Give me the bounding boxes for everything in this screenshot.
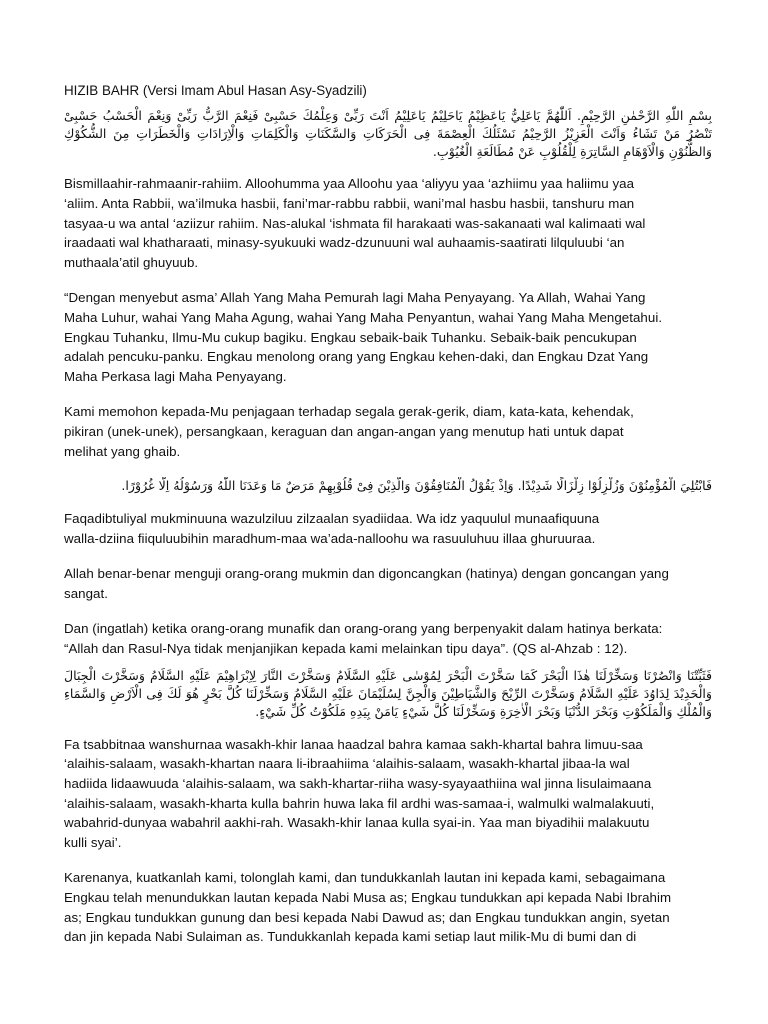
latin-text-paragraph	[64, 564, 712, 603]
text-line: adalah pencuku-panku. Engkau menolong orang yang Engkau kehen-daki, dan Engkau Dzat Yang	[64, 349, 649, 365]
text-line: “Allah dan Rasul-Nya tidak menjanjikan kepada kami melainkan tipu daya”. (QS al-Ahzab : 12).	[64, 640, 628, 656]
text-line: tasyaa-u wa antal ‘aziizur rahiim. Nas-alukal ‘ishmata fil harakaati was-sakanaati wal kalimaati wal	[64, 215, 646, 231]
latin-text-paragraph	[64, 174, 712, 272]
text-line: Engkau telah menundukkan lautan kepada Nabi Musa as; Engkau tundukkan api kepada Nabi Ibrahim	[64, 890, 672, 906]
text-line: Dan (ingatlah) ketika orang-orang munafik dan orang-orang yang berpenyakit dalam hatinya berkata:	[64, 621, 663, 637]
text-line: ‘aliim. Anta Rabbii, wa’ilmuka hasbii, fani’mar-rabbu rabbii, wani’mal hasbu hasbii, tanshuru man	[64, 195, 635, 211]
text-line: kulli syai’.	[64, 834, 122, 850]
text-line: hadiida lidaawuuda ‘alaihis-salaam, wa sakh-khartar-riiha wasy-syayaathiina wal jinna lisulaimaana	[64, 776, 652, 792]
text-line: muthaala’atil ghuyuub.	[64, 254, 199, 270]
arabic-text-paragraph: بِسْمِ اللّٰهِ الرَّحْمٰنِ الرَّحِيْمِ. اَللّٰهُمَّ يَاعَلِيُّ يَاعَظِيْمُ يَاحَلِيْمُ يَاعَلِيْمُ اَنْتَ رَبِّىْ وَعِلْمُكَ حَسْبِىْ فَنِعْمَ الرَّبُّ رَبِّىْ وَنِعْمَ الْحَسْبُ حَسْبِىْ تَنْصُرُ مَنْ تَشَاءُ وَاَنْتَ الْعَزِيْزُ الرَّحِيْمُ نَسْئَلُكَ الْعِصْمَةَ فِى الْحَرَكَاتِ وَالسَّكَنَاتِ وَالْكَلِمَاتِ وَالْاِرَادَاتِ وَالْخَطَرَاتِ مِنَ الشُّكُوْكِ وَالظُّنُوْنِ وَالْاَوْهَامِ السَّاتِرَةِ لِلْقُلُوْبِ عَنْ مُطَالَعَةِ الْغُيُوْبِ.	[64, 108, 712, 159]
arabic-text-paragraph: فَابْتُلِيَ الْمُؤْمِنُوْنَ وَزُلْزِلُوْا زِلْزَالًا شَدِيْدًا. وَاِذْ يَقُوْلُ الْمُنَافِقُوْنَ وَالَّذِيْنَ فِىْ قُلُوْبِهِمْ مَرَضٌ مَا وَعَدَنَا اللّٰهُ وَرَسُوْلُهُ اِلَّا غُرُوْرًا.	[121, 478, 712, 494]
text-line: ‘alaihis-salaam, wasakh-khartan naara li-ibraahiima ‘alaihis-salaam, wasakh-khartal jibaa-la wal	[64, 756, 630, 772]
document-title: HIZIB BAHR (Versi Imam Abul Hasan Asy-Syadzili)	[64, 83, 367, 98]
text-line: Allah benar-benar menguji orang-orang mukmin dan digoncangkan (hatinya) dengan goncangan yang	[64, 566, 669, 582]
latin-text-paragraph	[64, 402, 712, 461]
document-body	[64, 107, 712, 947]
text-line: as; Engkau tundukkan gunung dan besi kepada Nabi Dawud as; dan Engkau tundukkan angin, syetan	[64, 909, 670, 925]
latin-text-paragraph	[64, 735, 712, 853]
latin-text-paragraph	[64, 619, 712, 658]
latin-text-paragraph	[64, 868, 712, 946]
text-line: Kami memohon kepada-Mu penjagaan terhadap segala gerak-gerik, diam, kata-kata, kehendak,	[64, 404, 634, 420]
latin-text-paragraph	[64, 288, 712, 386]
text-line: Bismillaahir-rahmaanir-rahiim. Alloohumma yaa Alloohu yaa ‘aliyyu yaa ‘azhiimu yaa haliimu yaa	[64, 176, 635, 192]
text-line: Maha Luhur, wahai Yang Maha Agung, wahai Yang Maha Penyantun, wahai Yang Maha Mengetahui.	[64, 309, 663, 325]
text-line: wabahrid-dunyaa wabahril aakhi-rah. Wasakh-khir lanaa kulla syai-in. Yaa man biyadihii malakuutu	[64, 815, 650, 831]
text-line: Faqadibtuliyal mukminuuna wazulziluu zilzaalan syadiidaa. Wa idz yaquulul munaafiquuna	[64, 510, 600, 526]
text-line: Karenanya, kuatkanlah kami, tolonglah kami, dan tundukkanlah lautan ini kepada kami, sebagaimana	[64, 870, 666, 886]
text-line: sangat.	[64, 585, 108, 601]
text-line: dan jin kepada Nabi Sulaiman as. Tundukkanlah kepada kami setiap laut milik-Mu di bumi dan di	[64, 929, 637, 945]
text-line: “Dengan menyebut asma’ Allah Yang Maha Pemurah lagi Maha Penyayang. Ya Allah, Wahai Yang	[64, 290, 646, 306]
arabic-text-paragraph: فَثَبِّتْنَا وَانْصُرْنَا وَسَخِّرْلَنَا هٰذَا الْبَحْرَ كَمَا سَخَّرْتَ الْبَحْرَ لِمُوْسٰى عَلَيْهِ السَّلَامُ وَسَخَّرْتَ النَّارَ لِاِبْرَاهِيْمَ عَلَيْهِ السَّلَامُ وَسَخَّرْتَ الْجِبَالَ وَالْحَدِيْدَ لِدَاوُدَ عَلَيْهِ السَّلَامُ وَسَخَّرْتَ الرِّيْحَ وَالشَّيَاطِيْنَ وَالْجِنَّ لِسُلَيْمَانَ عَلَيْهِ السَّلَامُ وَسَخِّرْلَنَا كُلَّ بَحْرٍ هُوَ لَكَ فِى الْاَرْضِ وَالسَّمَاءِ وَالْمُلْكِ وَالْمَلَكُوْتِ وَبَحْرَ الدُّنْيَا وَبَحْرَ الْاٰخِرَةِ وَسَخِّرْلَنَا كُلَّ شَيْءٍ يَامَنْ بِيَدِهِ مَلَكُوْتُ كُلِّ شَيْءٍ.	[64, 668, 712, 720]
text-line: ‘alaihis-salaam, wasakh-kharta kulla bahrin huwa laka fil ardhi was-samaa-i, walmulki walmalakuuti,	[64, 795, 655, 811]
latin-text-paragraph	[64, 509, 712, 548]
text-line: Engkau Tuhanku, Ilmu-Mu cukup bagiku. Engkau sebaik-baik Tuhanku. Sebaik-baik pencukupan	[64, 329, 637, 345]
text-line: Maha Perkasa lagi Maha Penyayang.	[64, 368, 287, 384]
text-line: iraadaati wal khatharaati, minasy-syukuuki wadz-dzunuuni wal auhaamis-saatirati lilquluubi ‘an	[64, 235, 625, 251]
document-page	[64, 82, 712, 963]
text-line: pikiran (unek-unek), persangkaan, keraguan dan angan-angan yang menutup hati untuk dapat	[64, 423, 624, 439]
text-line: walla-dziina fiiquluubihin maradhum-maa wa’ada-nalloohu wa rasuuluhuu illaa ghuruuraa.	[64, 530, 596, 546]
text-line: melihat yang ghaib.	[64, 443, 181, 459]
text-line: Fa tsabbitnaa wanshurnaa wasakh-khir lanaa haadzal bahra kamaa sakh-khartal bahra limuu-saa	[64, 736, 643, 752]
